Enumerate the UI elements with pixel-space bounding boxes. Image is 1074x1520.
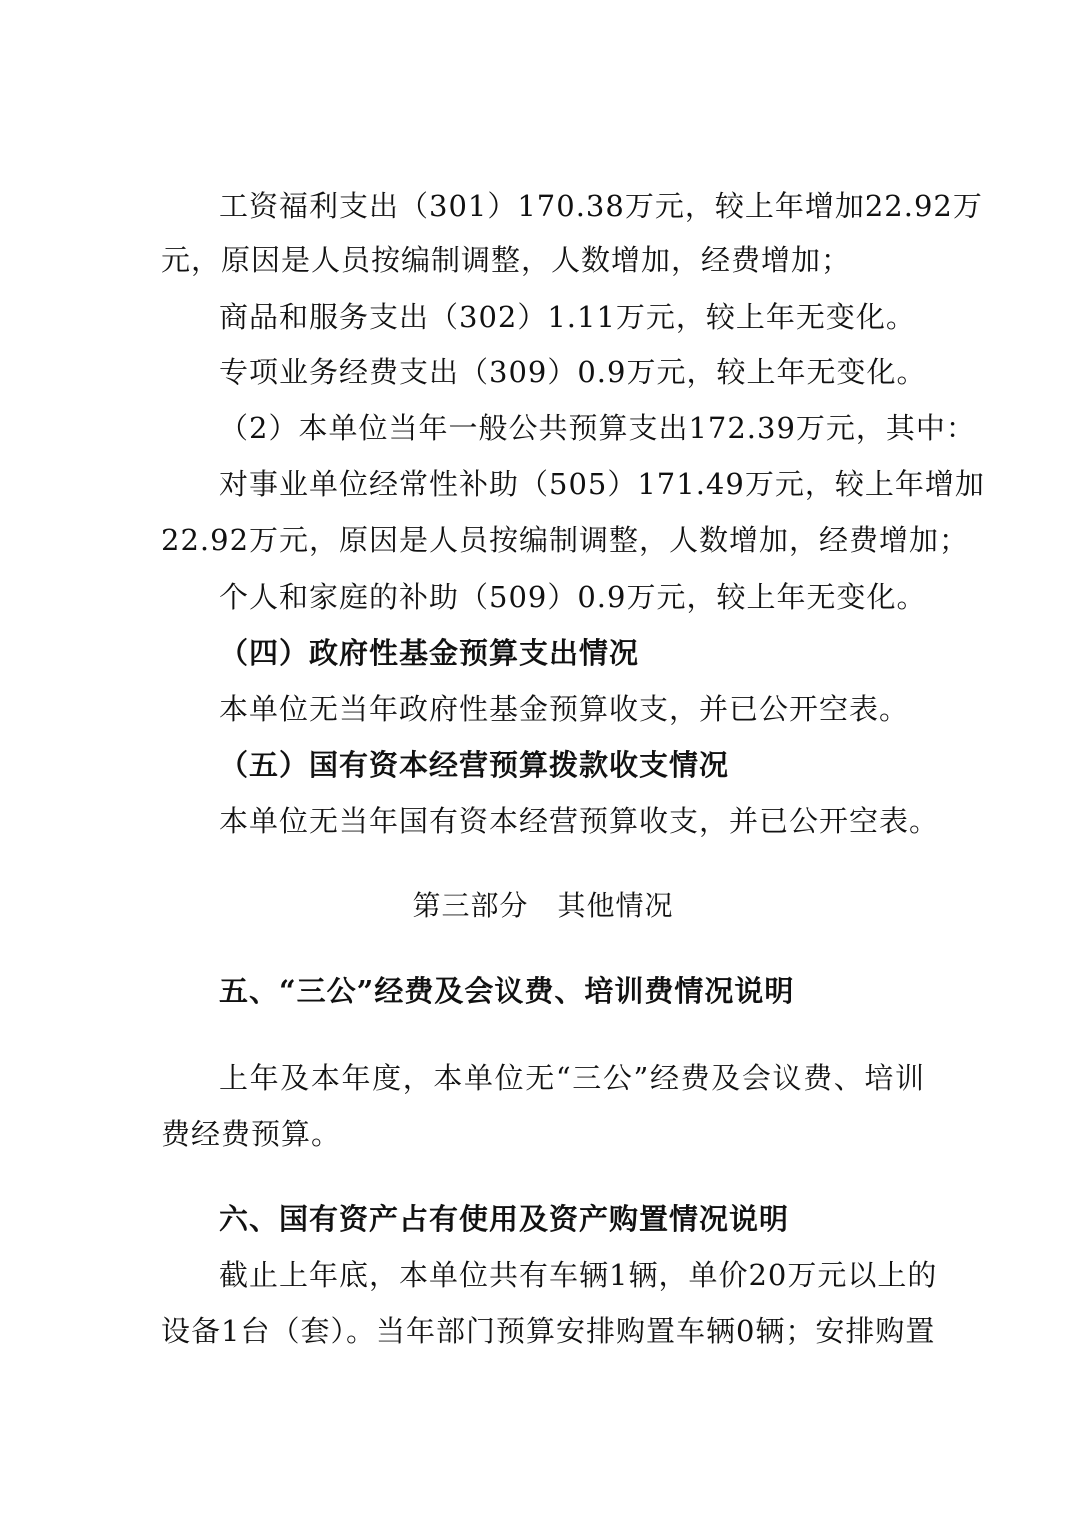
three-public-paragraph-line-2: 费经费预算。: [161, 1117, 342, 1151]
part-three-title: 第三部分 其他情况: [412, 889, 674, 922]
assets-paragraph-line-2: 设备1台（套）。当年部门预算安排购置车辆0辆；安排购置: [161, 1314, 936, 1348]
section-six-title: 六、国有资产占有使用及资产购置情况说明: [219, 1202, 790, 1236]
section-heading-government-fund: （四）政府性基金预算支出情况: [219, 636, 640, 670]
assets-paragraph-line-1: 截止上年底，本单位共有车辆1辆，单价20万元以上的: [219, 1258, 938, 1292]
general-budget-paragraph: （2）本单位当年一般公共预算支出172.39万元，其中：: [219, 411, 976, 445]
household-subsidy-paragraph: 个人和家庭的补助（509）0.9万元，较上年无变化。: [219, 580, 927, 614]
section-five-title: 五、“三公”经费及会议费、培训费情况说明: [219, 974, 795, 1008]
state-capital-paragraph: 本单位无当年国有资本经营预算收支，并已公开空表。: [219, 804, 940, 838]
subsidy-paragraph-line-1: 对事业单位经常性补助（505）171.49万元，较上年增加: [219, 467, 985, 501]
goods-services-paragraph: 商品和服务支出（302）1.11万元，较上年无变化。: [219, 300, 916, 334]
wages-paragraph-line-2: 元，原因是人员按编制调整，人数增加，经费增加；: [161, 243, 852, 277]
special-business-paragraph: 专项业务经费支出（309）0.9万元，较上年无变化。: [219, 355, 927, 389]
three-public-paragraph-line-1: 上年及本年度，本单位无“三公”经费及会议费、培训: [219, 1061, 925, 1095]
subsidy-paragraph-line-2: 22.92万元，原因是人员按编制调整，人数增加，经费增加；: [161, 523, 970, 557]
wages-paragraph-line-1: 工资福利支出（301）170.38万元，较上年增加22.92万: [219, 189, 983, 223]
section-heading-state-capital: （五）国有资本经营预算拨款收支情况: [219, 748, 730, 782]
government-fund-paragraph: 本单位无当年政府性基金预算收支，并已公开空表。: [219, 692, 910, 726]
